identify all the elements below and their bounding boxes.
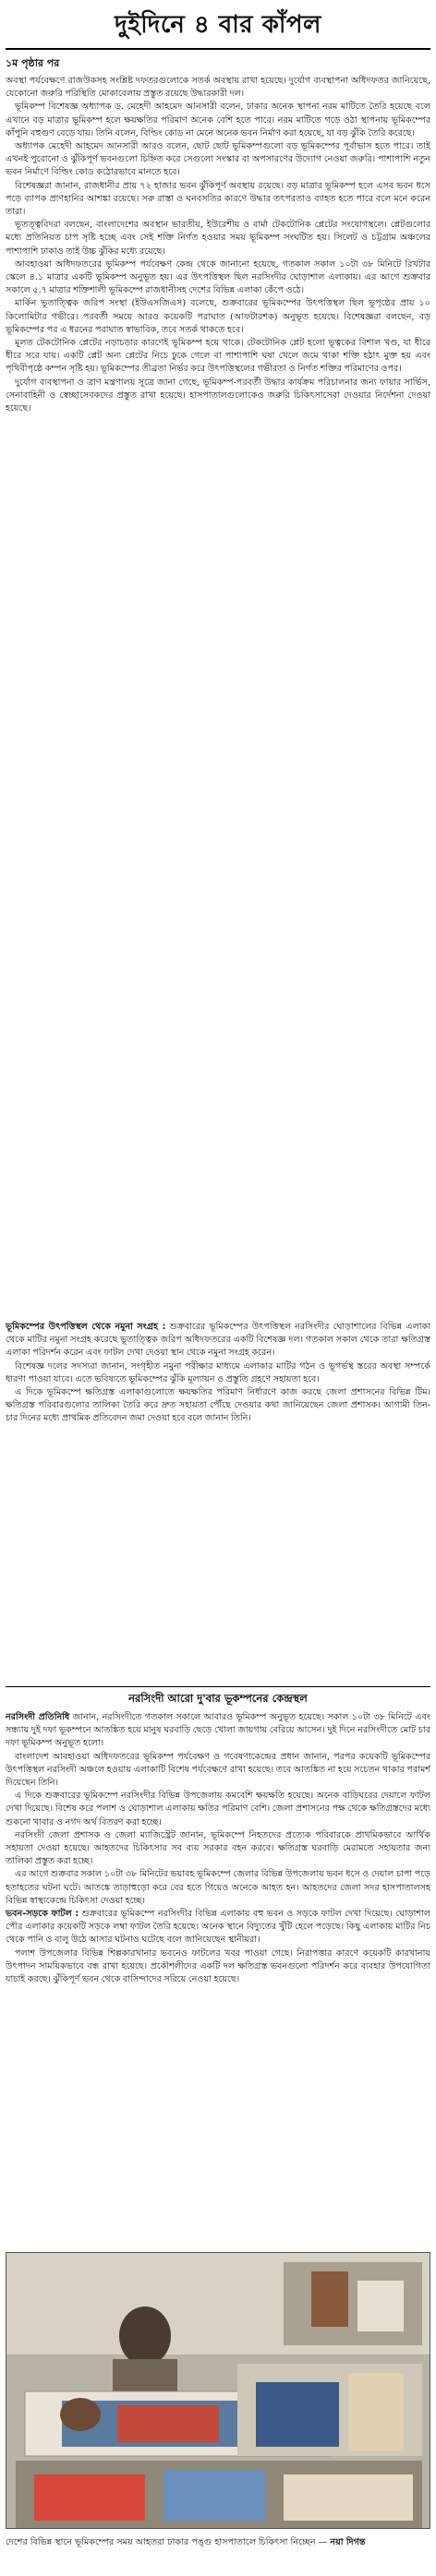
narsingdi-lead: নরসিংদী প্রতিনিধি <box>6 1712 70 1722</box>
hospital-photo-illustration <box>6 2253 430 2529</box>
caption-separator: — <box>318 2537 331 2547</box>
cracks-paragraph-1: শুক্রবারের ভূমিকম্পে নরসিংদীর বিভিন্ন এলাকায় বহু ভবন ও সড়কে ফাটল দেখা দিয়েছে। ঘোড়াশাল পৌর এলাকার কয়েকটি সড়কে লম্বা ফাটল তৈরি হয়েছে। অনেক স্থানে বিদ্যুতের খুঁটি হেলে পড়েছে। কিছু এলাকায় মাটির নিচ থেকে পানি ও বালু উঠে আসার ঘটনাও ঘটেছে বলে জানিয়েছেন স্থানীয়রা। <box>6 1909 430 1946</box>
main-article-body <box>6 75 430 1321</box>
cracks-lead: ভবন-সড়কে ফাটল : <box>6 1909 79 1920</box>
headline: দুইদিনে ৪ বার কাঁপল <box>6 0 430 50</box>
hospital-photo <box>6 2252 430 2529</box>
photo-credit: নয়া দিগন্ত <box>330 2537 366 2547</box>
narsingdi-paragraph-4: নরসিংদী জেলা প্রশাসক ও জেলা ম্যাজিস্ট্রেট জানান, ভূমিকম্পে নিহতদের প্রত্যেক পরিবারকে প্রাথমিকভাবে আর্থিক সহায়তা দেওয়া হয়েছে। আহতদের চিকিৎসার সব ব্যয় সরকার বহন করবে। ক্ষতিগ্রস্ত ঘরবাড়ি মেরামতে সহায়তার জন্য তালিকা প্রস্তুত করা হচ্ছে। <box>6 1829 430 1867</box>
narsingdi-paragraph-5: এর আগে শুক্রবার সকাল ১০টা ৩৮ মিনিটের ভয়াবহ ভূমিকম্পে জেলার বিভিন্ন উপজেলায় ভবন ধসে ও দেয়াল চাপা পড়ে হতাহতের ঘটনা ঘটে। আতঙ্কে তাড়াহুড়ো করে বের হতে গিয়েও অনেকে আহত হন। আহতদের জেলা সদর হাসপাতালসহ বিভিন্ন স্বাস্থ্যকেন্দ্রে চিকিৎসা দেওয়া হচ্ছে। <box>6 1869 430 1906</box>
article-paragraph: অবস্থা পর্যবেক্ষণে রাজউকসহ সংশ্লিষ্ট দফতরগুলোকে সতর্ক অবস্থায় রাখা হয়েছে। দুর্যোগ ব্যবস্থাপনা অধিদফতর জানিয়েছে, যেকোনো জরুরি পরিস্থিতি মোকাবেলায় প্রস্তুত রয়েছে উদ্ধারকারী দল। <box>6 76 430 100</box>
narsingdi-lead-paragraph <box>6 1711 430 1751</box>
narsingdi-paragraph-2: বাংলাদেশ আবহাওয়া অধিদফতরের ভূমিকম্প পর্যবেক্ষণ ও গবেষণাকেন্দ্রের প্রধান জানান, পরপর কয়েকটি ভূমিকম্পের উৎপত্তিস্থল নরসিংদী অঞ্চলে হওয়ায় এলাকাটি বিশেষ পর্যবেক্ষণে রাখা হয়েছে। তবে আতঙ্কিত না হয়ে সচেতন থাকার পরামর্শ দিয়েছেন তিনি। <box>6 1751 430 1789</box>
article-paragraph: আবহাওয়া অধিদফতরের ভূমিকম্প পর্যবেক্ষণ কেন্দ্র থেকে জানানো হয়েছে, গতকাল সকাল ১০টা ৩৮ মিনিটে রিখটার স্কেলে ৪.১ মাত্রার একটি ভূমিকম্প অনুভূত হয়। এর উৎপত্তিস্থল ছিল নরসিংদীর ঘোড়াশাল এলাকায়। এর আগে শুক্রবার সকালে ৫.৭ মাত্রার শক্তিশালী ভূমিকম্পে রাজধানীসহ দেশের বিভিন্ন এলাকা কেঁপে ওঠে। <box>6 258 430 296</box>
sample-collection-paragraph-1: শুক্রবারের ভূমিকম্পের উৎপত্তিস্থল নরসিংদীর ঘোড়াশালের বিভিন্ন এলাকা থেকে মাটির নমুনা সংগ্রহ করেছে ভূতাত্ত্বিক জরিপ অধিদফতরের একটি বিশেষজ্ঞ দল। গতকাল সকাল থেকে তারা ক্ষতিগ্রস্ত এলাকা পরিদর্শন করেন এবং ফাটল দেখা দেওয়া স্থান থেকে নমুনা সংগ্রহ করেন। <box>6 1322 430 1359</box>
photo-caption-text: দেশের বিভিন্ন স্থানে ভূমিকম্পের সময় আহতরা ঢাকার পঙ্গু হাসপাতালে চিকিৎসা নিচ্ছেন <box>6 2537 316 2547</box>
article-paragraph: দুর্যোগ ব্যবস্থাপনা ও ত্রাণ মন্ত্রণালয় সূত্রে জানা গেছে, ভূমিকম্প-পরবর্তী উদ্ধার কার্যক্রম পরিচালনার জন্য ফায়ার সার্ভিস, সেনাবাহিনী ও স্বেচ্ছাসেবকদের প্রস্তুত রাখা হয়েছে। হাসপাতালগুলোকেও জরুরি চিকিৎসাসেবা দেওয়ার নির্দেশনা দেওয়া হয়েছে। <box>6 377 430 414</box>
article-paragraph: মার্কিন ভূতাত্ত্বিক জরিপ সংস্থা (ইউএসজিএস) বলেছে, শুক্রবারের ভূমিকম্পের উৎপত্তিস্থল ছিল ভূপৃষ্ঠের প্রায় ১০ কিলোমিটার গভীরে। পরবর্তী সময়ে আরও কয়েকটি পরাঘাত (আফটারশক) অনুভূত হয়েছে। বিশেষজ্ঞরা বলছেন, বড় ভূমিকম্পের পর এ ধরনের পরাঘাত স্বাভাবিক, তবে সতর্ক থাকতে হবে। <box>6 298 430 335</box>
article-paragraph: মূলত টেকটোনিক প্লেটের নড়াচড়ার কারণেই ভূমিকম্প হয়ে থাকে। টেকটোনিক প্লেট হলো ভূত্বকের বিশাল খণ্ড, যা ধীরে ধীরে সরে যায়। একটি প্লেট অন্য প্লেটের নিচে ঢুকে গেলে বা পাশাপাশি ঘষা খেলে জমে থাকা শক্তি হঠাৎ মুক্ত হয় এবং পৃথিবীপৃষ্ঠে কম্পন সৃষ্টি হয়। ভূমিকম্পের তীব্রতা নির্ভর করে উৎপত্তিস্থলের গভীরতা ও নির্গত শক্তির পরিমাণের ওপর। <box>6 338 430 375</box>
continuation-label: ১ম পৃষ্ঠার পর <box>6 57 60 69</box>
sample-collection-paragraph-3: এ দিকে ভূমিকম্পে ক্ষতিগ্রস্ত এলাকাগুলোতে ক্ষয়ক্ষতির পরিমাণ নির্ধারণে কাজ করছে জেলা প্রশাসনের বিভিন্ন টিম। ক্ষতিগ্রস্ত পরিবারগুলোর তালিকা তৈরি করে দ্রুত সহায়তা পৌঁছে দেওয়ার কথা জানিয়েছেন জেলা প্রশাসক। আগামী তিন-চার দিনের মধ্যে প্রাথমিক প্রতিবেদন জমা দেওয়া হবে বলে জানান তিনি। <box>6 1387 430 1424</box>
cracks-lead-paragraph <box>6 1908 430 1947</box>
sample-collection-paragraph-2: বিশেষজ্ঞ দলের সদস্যরা জানান, সংগৃহীত নমুনা পরীক্ষার মাধ্যমে এলাকার মাটির গঠন ও ভূগর্ভস্থ স্তরের অবস্থা সম্পর্কে ধারণা পাওয়া যাবে। এতে ভবিষ্যতে ভূমিকম্পের ঝুঁকি মূল্যায়ন ও প্রস্তুতি গ্রহণে সহায়তা হবে। <box>6 1360 430 1384</box>
narsingdi-section <box>6 1711 430 2242</box>
narsingdi-paragraph-1: জানান, নরসিংদীতে গতকাল সকালে আবারও ভূমিকম্প অনুভূত হয়েছে। সকাল ১০টা ৩৮ মিনিটে এবং সন্ধ্যায় দুই দফা ভূকম্পনে আতঙ্কিত হয়ে মানুষ ঘরবাড়ি ছেড়ে খোলা জায়গায় বেরিয়ে আসেন। দুই দিনে নরসিংদীতে মোট চার দফা ভূমিকম্প অনুভূত হলো। <box>6 1712 430 1749</box>
cracks-paragraph-2: পলাশ উপজেলার বিভিন্ন শিল্পকারখানার ভবনেও ফাটলের খবর পাওয়া গেছে। নিরাপত্তার কারণে কয়েকটি কারখানায় উৎপাদন সাময়িকভাবে বন্ধ রাখা হয়েছে। প্রকৌশলীদের একটি দল ক্ষতিগ্রস্ত ভবনগুলো পরিদর্শন করে ব্যবহার উপযোগিতা যাচাই করছে। ঝুঁকিপূর্ণ ভবন থেকে বাসিন্দাদের সরিয়ে নেওয়া হয়েছে। <box>6 1947 430 1985</box>
sample-collection-lead: ভূমিকম্পের উৎপত্তিস্থল থেকে নমুনা সংগ্রহ : <box>6 1322 166 1332</box>
article-paragraph: বিশেষজ্ঞরা জানান, রাজধানীর প্রায় ৭২ হাজার ভবন ঝুঁকিপূর্ণ অবস্থায় রয়েছে। বড় মাত্রার ভূমিকম্প হলে এসব ভবন ধসে পড়ে ব্যাপক প্রাণহানির আশঙ্কা রয়েছে। সরু রাস্তা ও ঘনবসতির কারণে উদ্ধার তৎপরতাও ব্যাহত হতে পারে বলে মনে করেন তারা। <box>6 180 430 218</box>
narsingdi-paragraph-3: এ দিকে শুক্রবারের ভূমিকম্পে নরসিংদীর বিভিন্ন উপজেলায় কমবেশি ক্ষয়ক্ষতি হয়েছে। অনেক বাড়িঘরের দেয়ালে ফাটল দেখা দিয়েছে। বিশেষ করে পলাশ ও ঘোড়াশাল এলাকায় ক্ষতির পরিমাণ বেশি। জেলা প্রশাসনের পক্ষ থেকে ক্ষতিগ্রস্তদের মধ্যে শুকনো খাবার ও নগদ অর্থ বিতরণ করা হচ্ছে। <box>6 1791 430 1827</box>
photo-caption <box>6 2536 430 2548</box>
article-paragraph: ভূমিকম্প বিশেষজ্ঞ অধ্যাপক ড. মেহেদী আহমেদ আনসারী বলেন, ঢাকার অনেক স্থাপনা নরম মাটিতে তৈরি হয়েছে বলে এখানে বড় মাত্রার ভূমিকম্প হলে ক্ষয়ক্ষতির পরিমাণ অনেক বেশি হতে পারে। নরম মাটিতে গড়ে ওঠা স্থাপনায় ভূমিকম্পের কাঁপুনি বহুগুণ বেড়ে যায়। তিনি বলেন, বিল্ডিং কোড না মেনে অনেক ভবন নির্মাণ করা হয়েছে, যা বড় ঝুঁকি তৈরি করেছে। <box>6 102 430 138</box>
article-paragraph: ভূতত্ত্ববিদরা বলছেন, বাংলাদেশের অবস্থান ভারতীয়, ইউরেশীয় ও বার্মা টেকটোনিক প্লেটের সংযোগস্থলে। প্লেটগুলোর মধ্যে প্রতিনিয়ত চাপ সৃষ্টি হচ্ছে এবং সেই শক্তি নির্গত হওয়ার সময় ভূমিকম্প সংঘটিত হয়। সিলেট ও চট্টগ্রাম অঞ্চলের পাশাপাশি ঢাকাও তাই উচ্চ ঝুঁকির মধ্যে রয়েছে। <box>6 220 430 257</box>
article-paragraph: অধ্যাপক মেহেদী আহমেদ আনসারী আরও বলেন, ছোট ছোট ভূমিকম্পগুলো বড় ভূমিকম্পের পূর্বাভাস হতে পারে। তাই এখনই পুরোনো ও ঝুঁকিপূর্ণ ভবনগুলো চিহ্নিত করে সেগুলো সংস্কার বা অপসারণের উদ্যোগ নেওয়া জরুরি। পাশাপাশি নতুন ভবন নির্মাণে বিল্ডিং কোড কঠোরভাবে মানতে হবে। <box>6 141 430 178</box>
sample-collection-section <box>6 1321 430 1679</box>
sample-collection-lead-paragraph <box>6 1321 430 1360</box>
narsingdi-subheadline: নরসিংদী আরো দু'বার ভূকম্পনের কেন্দ্রস্থল <box>6 1686 430 1708</box>
